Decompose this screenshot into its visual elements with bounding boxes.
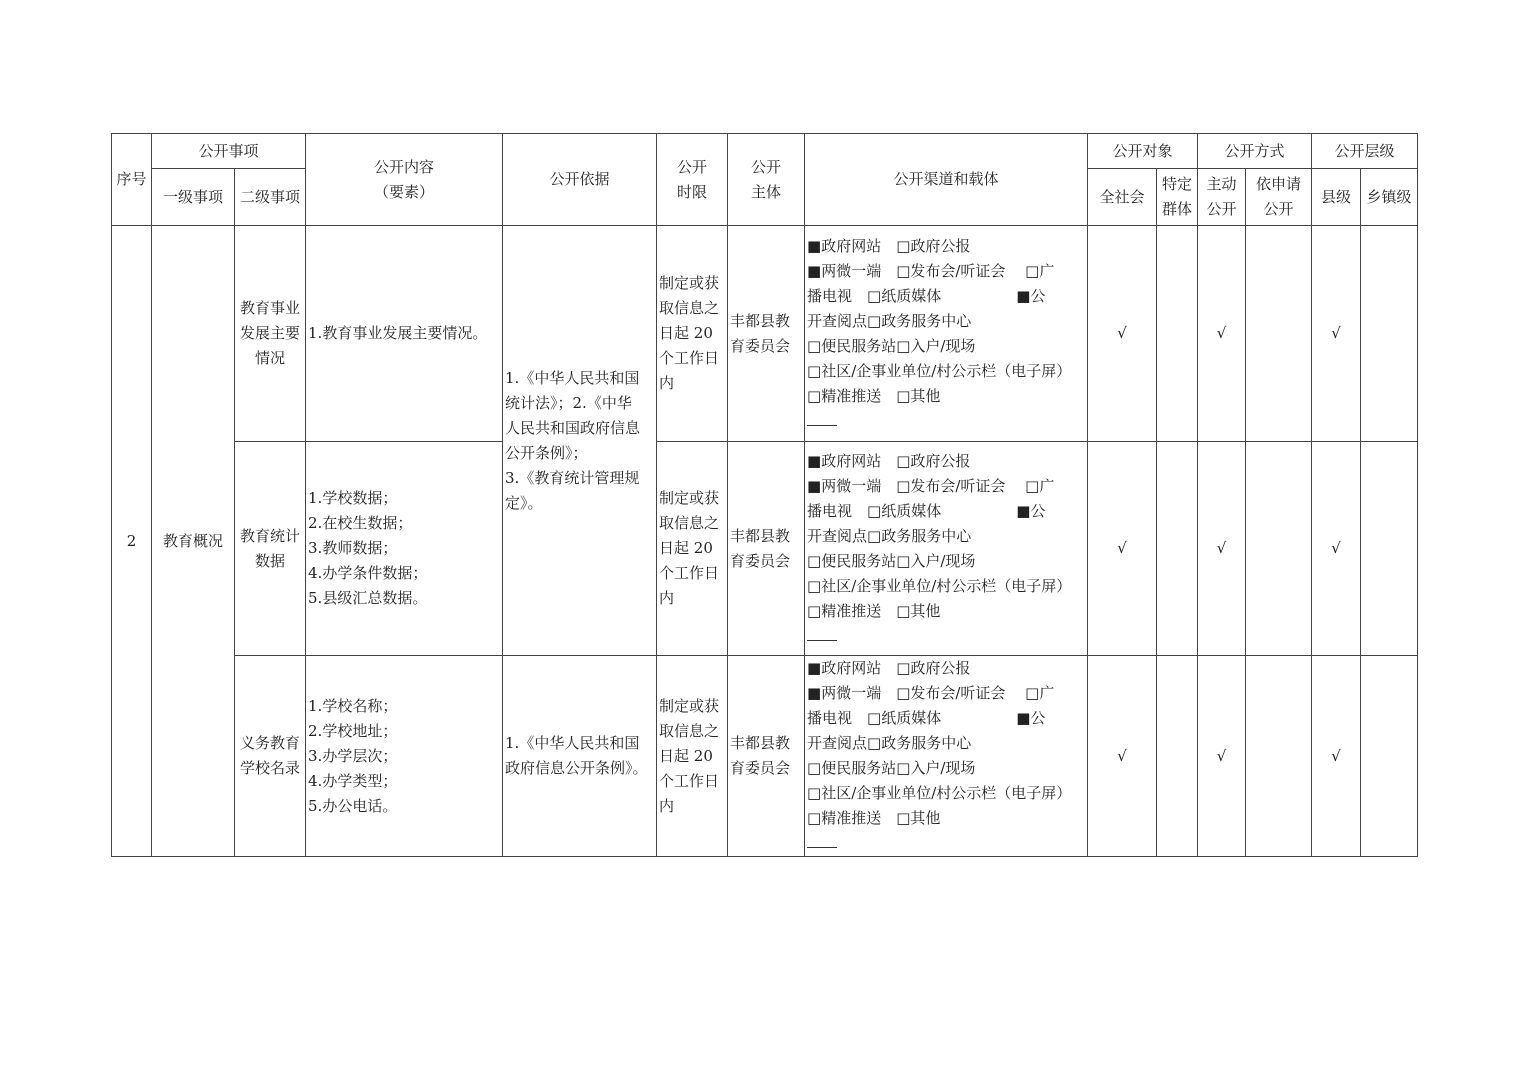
check-level-county: √: [1312, 656, 1361, 857]
empty-level-town: [1361, 226, 1418, 442]
check-target-all: √: [1088, 656, 1157, 857]
check-level-county: √: [1312, 226, 1361, 442]
table-row: [112, 226, 1418, 442]
table-row: [112, 442, 1418, 656]
channel-cell: ■政府网站 □政府公报 ■两微一端 □发布会/听证会 □广 播电视 □纸质媒体 ■公 开查阅点□政务服务中心 □便民服务站□入户/现场 □社区/企事业单位/村公示栏（电子屏） □精准推送 □其他: [805, 226, 1088, 442]
channel-cell: ■政府网站 □政府公报 ■两微一端 □发布会/听证会 □广 播电视 □纸质媒体 ■公 开查阅点□政务服务中心 □便民服务站□入户/现场 □社区/企事业单位/村公示栏（电子屏） □精准推送 □其他: [805, 442, 1088, 656]
header-target-specific: 特定 群体: [1157, 169, 1198, 226]
header-channel: 公开渠道和载体: [805, 134, 1088, 226]
check-method-active: √: [1198, 656, 1246, 857]
header-content: 公开内容 （要素）: [306, 134, 503, 226]
empty-method-apply: [1246, 656, 1312, 857]
disclosure-table: [111, 133, 1418, 857]
header-level-county: 县级: [1312, 169, 1361, 226]
subject-cell: 丰都县教 育委员会: [728, 656, 805, 857]
check-level-county: √: [1312, 442, 1361, 656]
time-cell: 制定或获 取信息之 日起 20 个工作日 内: [657, 442, 728, 656]
subject-cell: 丰都县教 育委员会: [728, 226, 805, 442]
header-method-apply: 依申请 公开: [1246, 169, 1312, 226]
content-cell: 1.学校数据； 2.在校生数据； 3.教师数据； 4.办学条件数据； 5.县级汇总数据。: [306, 442, 503, 656]
table-row: [112, 656, 1418, 857]
channel-cell: ■政府网站 □政府公报 ■两微一端 □发布会/听证会 □广 播电视 □纸质媒体 ■公 开查阅点□政务服务中心 □便民服务站□入户/现场 □社区/企事业单位/村公示栏（电子屏） □精准推送 □其他: [805, 656, 1088, 857]
level2-cell: 教育统计 数据: [235, 442, 306, 656]
check-target-all: √: [1088, 442, 1157, 656]
time-cell: 制定或获 取信息之 日起 20 个工作日 内: [657, 226, 728, 442]
level2-cell: 义务教育 学校名录: [235, 656, 306, 857]
header-level-group: 公开层级: [1312, 134, 1418, 169]
empty-method-apply: [1246, 442, 1312, 656]
empty-level-town: [1361, 442, 1418, 656]
empty-level-town: [1361, 656, 1418, 857]
check-method-active: √: [1198, 226, 1246, 442]
check-method-active: √: [1198, 442, 1246, 656]
level2-cell: 教育事业 发展主要 情况: [235, 226, 306, 442]
content-cell: 1.学校名称； 2.学校地址； 3.办学层次； 4.办学类型； 5.办公电话。: [306, 656, 503, 857]
header-level-town: 乡镇级: [1361, 169, 1418, 226]
time-cell: 制定或获 取信息之 日起 20 个工作日 内: [657, 656, 728, 857]
header-subject: 公开 主体: [728, 134, 805, 226]
header-method-group: 公开方式: [1198, 134, 1312, 169]
seq-cell: 2: [112, 226, 152, 857]
basis-cell: 1.《中华人民共和国 政府信息公开条例》。: [503, 656, 657, 857]
header-level2: 二级事项: [235, 169, 306, 226]
header-method-active: 主动 公开: [1198, 169, 1246, 226]
header-item-group: 公开事项: [152, 134, 306, 169]
check-target-all: √: [1088, 226, 1157, 442]
empty-target-specific: [1157, 656, 1198, 857]
header-target-group: 公开对象: [1088, 134, 1198, 169]
empty-target-specific: [1157, 226, 1198, 442]
header-seq: 序号: [112, 134, 152, 226]
content-cell: 1.教育事业发展主要情况。: [306, 226, 503, 442]
empty-target-specific: [1157, 442, 1198, 656]
basis-cell: 1.《中华人民共和国 统计法》；2.《中华 人民共和国政府信息 公开条例》； 3.《教育统计管理规 定》。: [503, 226, 657, 656]
header-target-all: 全社会: [1088, 169, 1157, 226]
empty-method-apply: [1246, 226, 1312, 442]
subject-cell: 丰都县教 育委员会: [728, 442, 805, 656]
header-basis: 公开依据: [503, 134, 657, 226]
header-level1: 一级事项: [152, 169, 235, 226]
level1-cell: 教育概况: [152, 226, 235, 857]
header-time: 公开 时限: [657, 134, 728, 226]
